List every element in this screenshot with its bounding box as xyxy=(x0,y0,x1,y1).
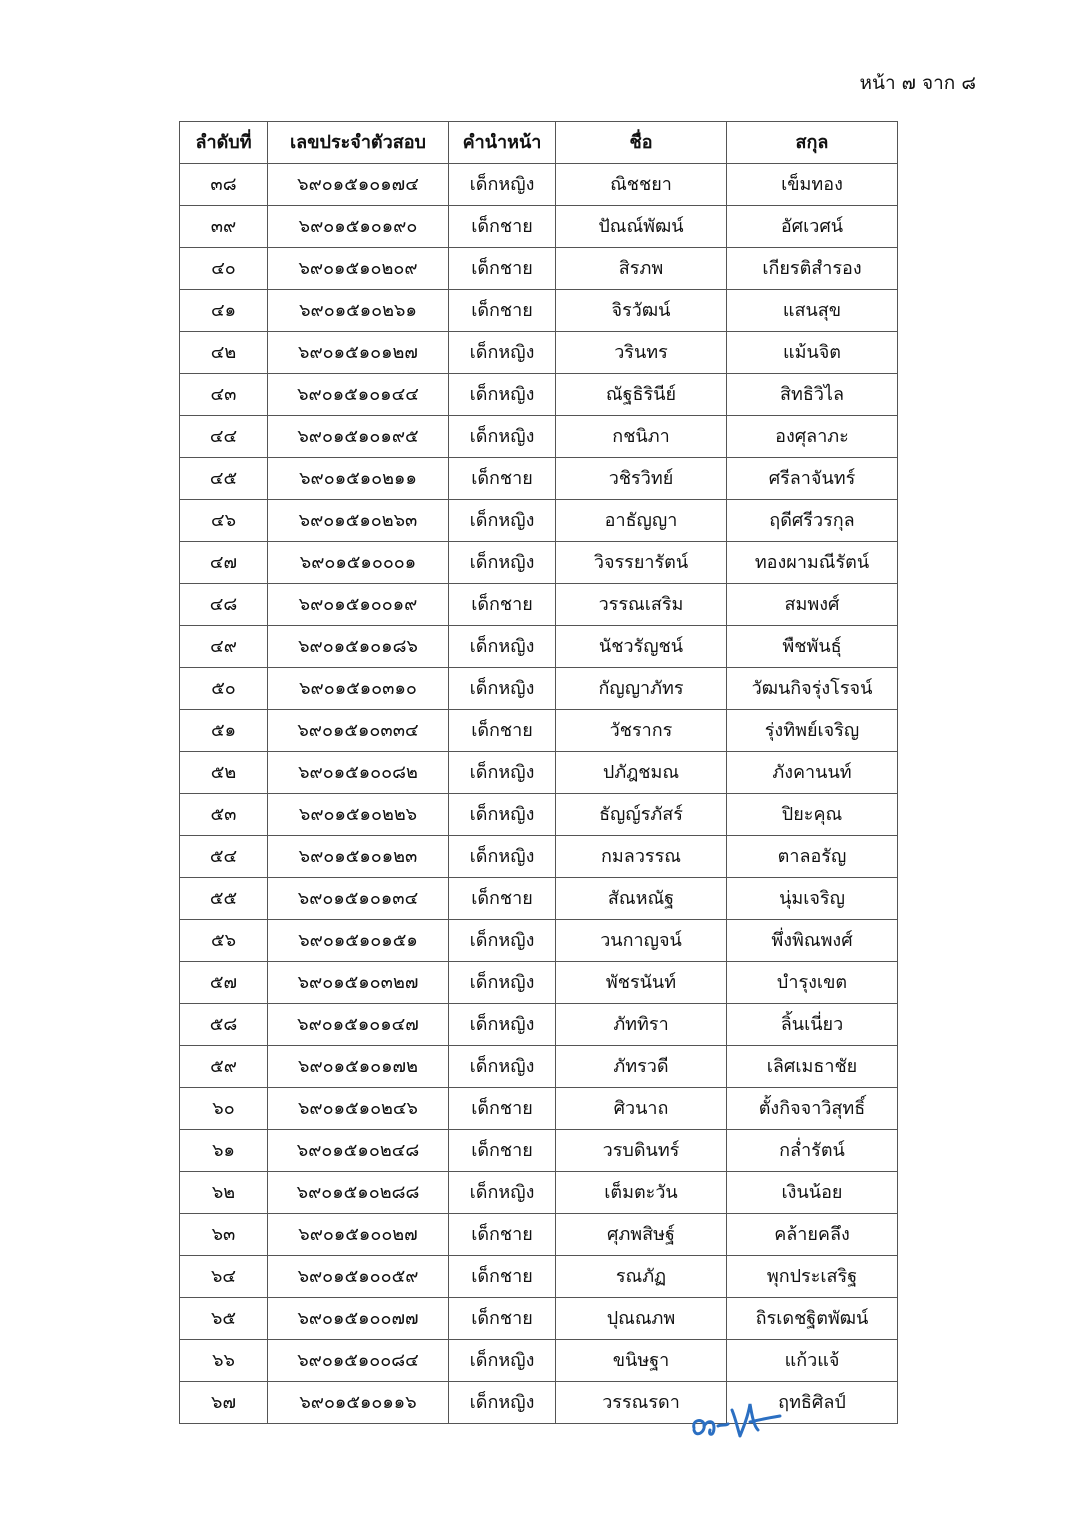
table-row xyxy=(180,1256,898,1298)
table-row xyxy=(180,1382,898,1424)
cell-order: ๔๗ xyxy=(180,542,268,584)
cell-order: ๖๒ xyxy=(180,1172,268,1214)
cell-order: ๔๕ xyxy=(180,458,268,500)
cell-last-name: กล่ำรัตน์ xyxy=(727,1130,898,1172)
cell-first-name: นัชวรัญชน์ xyxy=(556,626,727,668)
cell-prefix: เด็กหญิง xyxy=(449,374,556,416)
cell-exam-id: ๖๙๐๑๕๑๐๑๔๔ xyxy=(268,374,449,416)
cell-order: ๔๓ xyxy=(180,374,268,416)
cell-first-name: เต็มตะวัน xyxy=(556,1172,727,1214)
cell-first-name: ศุภพสิษฐ์ xyxy=(556,1214,727,1256)
cell-prefix: เด็กชาย xyxy=(449,710,556,752)
cell-prefix: เด็กหญิง xyxy=(449,794,556,836)
signature xyxy=(688,1390,788,1450)
table-header-row xyxy=(180,122,898,164)
table-row xyxy=(180,836,898,878)
cell-exam-id: ๖๙๐๑๕๑๐๐๘๔ xyxy=(268,1340,449,1382)
cell-exam-id: ๖๙๐๑๕๑๐๑๑๖ xyxy=(268,1382,449,1424)
cell-first-name: ณัฐธิรินีย์ xyxy=(556,374,727,416)
table-row xyxy=(180,374,898,416)
cell-prefix: เด็กหญิง xyxy=(449,962,556,1004)
cell-order: ๕๖ xyxy=(180,920,268,962)
cell-first-name: วัชรากร xyxy=(556,710,727,752)
cell-prefix: เด็กหญิง xyxy=(449,920,556,962)
cell-first-name: กชนิภา xyxy=(556,416,727,458)
cell-last-name: องศุลาภะ xyxy=(727,416,898,458)
cell-prefix: เด็กชาย xyxy=(449,290,556,332)
cell-first-name: จิรวัฒน์ xyxy=(556,290,727,332)
cell-order: ๓๘ xyxy=(180,164,268,206)
cell-last-name: วัฒนกิจรุ่งโรจน์ xyxy=(727,668,898,710)
cell-prefix: เด็กชาย xyxy=(449,878,556,920)
cell-last-name: แก้วแจ้ xyxy=(727,1340,898,1382)
table-row xyxy=(180,752,898,794)
cell-order: ๕๗ xyxy=(180,962,268,1004)
cell-prefix: เด็กชาย xyxy=(449,584,556,626)
cell-last-name: ทองผามณีรัตน์ xyxy=(727,542,898,584)
cell-prefix: เด็กชาย xyxy=(449,206,556,248)
cell-order: ๔๒ xyxy=(180,332,268,374)
cell-prefix: เด็กหญิง xyxy=(449,836,556,878)
cell-exam-id: ๖๙๐๑๕๑๐๒๖๓ xyxy=(268,500,449,542)
table-row xyxy=(180,542,898,584)
cell-last-name: ภังคานนท์ xyxy=(727,752,898,794)
cell-prefix: เด็กหญิง xyxy=(449,626,556,668)
cell-prefix: เด็กหญิง xyxy=(449,1004,556,1046)
table-row xyxy=(180,668,898,710)
cell-last-name: เข็มทอง xyxy=(727,164,898,206)
header-order: ลำดับที่ xyxy=(180,122,268,164)
cell-last-name: สมพงศ์ xyxy=(727,584,898,626)
table-row xyxy=(180,584,898,626)
cell-first-name: วิจรรยารัตน์ xyxy=(556,542,727,584)
cell-exam-id: ๖๙๐๑๕๑๐๑๒๗ xyxy=(268,332,449,374)
cell-exam-id: ๖๙๐๑๕๑๐๓๒๗ xyxy=(268,962,449,1004)
candidate-table xyxy=(179,121,898,1424)
cell-prefix: เด็กชาย xyxy=(449,248,556,290)
table-row xyxy=(180,1340,898,1382)
cell-prefix: เด็กหญิง xyxy=(449,416,556,458)
cell-prefix: เด็กชาย xyxy=(449,1214,556,1256)
cell-first-name: ภัทรวดี xyxy=(556,1046,727,1088)
cell-exam-id: ๖๙๐๑๕๑๐๑๓๔ xyxy=(268,878,449,920)
cell-exam-id: ๖๙๐๑๕๑๐๐๗๗ xyxy=(268,1298,449,1340)
cell-prefix: เด็กหญิง xyxy=(449,164,556,206)
cell-exam-id: ๖๙๐๑๕๑๐๒๔๖ xyxy=(268,1088,449,1130)
header-last-name: สกุล xyxy=(727,122,898,164)
cell-first-name: วรินทร xyxy=(556,332,727,374)
cell-prefix: เด็กหญิง xyxy=(449,668,556,710)
cell-exam-id: ๖๙๐๑๕๑๐๒๘๘ xyxy=(268,1172,449,1214)
cell-last-name: เกียรติสำรอง xyxy=(727,248,898,290)
cell-last-name: ตั้งกิจจาวิสุทธิ์ xyxy=(727,1088,898,1130)
cell-exam-id: ๖๙๐๑๕๑๐๐๐๑ xyxy=(268,542,449,584)
cell-last-name: บำรุงเขต xyxy=(727,962,898,1004)
table-row xyxy=(180,1004,898,1046)
cell-exam-id: ๖๙๐๑๕๑๐๐๕๙ xyxy=(268,1256,449,1298)
cell-last-name: แสนสุข xyxy=(727,290,898,332)
table-row xyxy=(180,1088,898,1130)
table-row xyxy=(180,878,898,920)
cell-prefix: เด็กหญิง xyxy=(449,1046,556,1088)
cell-last-name: ลิ้นเนี่ยว xyxy=(727,1004,898,1046)
table-row xyxy=(180,500,898,542)
cell-last-name: อัศเวศน์ xyxy=(727,206,898,248)
cell-order: ๔๑ xyxy=(180,290,268,332)
table-row xyxy=(180,458,898,500)
cell-last-name: ถิรเดชฐิตพัฒน์ xyxy=(727,1298,898,1340)
cell-last-name: แม้นจิต xyxy=(727,332,898,374)
table-row xyxy=(180,920,898,962)
cell-last-name: ฤดีศรีวรกุล xyxy=(727,500,898,542)
table-row xyxy=(180,206,898,248)
header-prefix: คำนำหน้า xyxy=(449,122,556,164)
cell-order: ๔๖ xyxy=(180,500,268,542)
cell-last-name: เลิศเมธาชัย xyxy=(727,1046,898,1088)
cell-order: ๖๖ xyxy=(180,1340,268,1382)
cell-first-name: วรบดินทร์ xyxy=(556,1130,727,1172)
cell-first-name: ศิวนาถ xyxy=(556,1088,727,1130)
cell-first-name: ปภัฎชมณ xyxy=(556,752,727,794)
table-row xyxy=(180,1214,898,1256)
cell-exam-id: ๖๙๐๑๕๑๐๑๒๓ xyxy=(268,836,449,878)
cell-order: ๖๑ xyxy=(180,1130,268,1172)
cell-prefix: เด็กชาย xyxy=(449,1130,556,1172)
cell-exam-id: ๖๙๐๑๕๑๐๓๑๐ xyxy=(268,668,449,710)
cell-exam-id: ๖๙๐๑๕๑๐๒๑๑ xyxy=(268,458,449,500)
cell-exam-id: ๖๙๐๑๕๑๐๓๓๔ xyxy=(268,710,449,752)
cell-prefix: เด็กหญิง xyxy=(449,752,556,794)
cell-order: ๔๘ xyxy=(180,584,268,626)
cell-first-name: ณิชชยา xyxy=(556,164,727,206)
cell-first-name: กัญญาภัทร xyxy=(556,668,727,710)
cell-last-name: พุกประเสริฐ xyxy=(727,1256,898,1298)
cell-first-name: พัชรนันท์ xyxy=(556,962,727,1004)
cell-last-name: นุ่มเจริญ xyxy=(727,878,898,920)
cell-order: ๖๕ xyxy=(180,1298,268,1340)
cell-prefix: เด็กชาย xyxy=(449,1298,556,1340)
cell-exam-id: ๖๙๐๑๕๑๐๑๙๐ xyxy=(268,206,449,248)
cell-order: ๕๒ xyxy=(180,752,268,794)
cell-prefix: เด็กชาย xyxy=(449,1088,556,1130)
cell-exam-id: ๖๙๐๑๕๑๐๒๒๖ xyxy=(268,794,449,836)
cell-last-name: คล้ายคลึง xyxy=(727,1214,898,1256)
cell-prefix: เด็กชาย xyxy=(449,1256,556,1298)
cell-order: ๖๔ xyxy=(180,1256,268,1298)
cell-first-name: กมลวรรณ xyxy=(556,836,727,878)
cell-order: ๕๘ xyxy=(180,1004,268,1046)
table-row xyxy=(180,164,898,206)
cell-prefix: เด็กหญิง xyxy=(449,1382,556,1424)
cell-exam-id: ๖๙๐๑๕๑๐๐๑๙ xyxy=(268,584,449,626)
cell-order: ๖๐ xyxy=(180,1088,268,1130)
cell-first-name: ปัณณ์พัฒน์ xyxy=(556,206,727,248)
cell-first-name: สิรภพ xyxy=(556,248,727,290)
cell-order: ๔๙ xyxy=(180,626,268,668)
cell-exam-id: ๖๙๐๑๕๑๐๑๙๕ xyxy=(268,416,449,458)
cell-exam-id: ๖๙๐๑๕๑๐๐๒๗ xyxy=(268,1214,449,1256)
cell-first-name: ภัททิรา xyxy=(556,1004,727,1046)
table-row xyxy=(180,1172,898,1214)
cell-exam-id: ๖๙๐๑๕๑๐๑๕๑ xyxy=(268,920,449,962)
cell-order: ๕๐ xyxy=(180,668,268,710)
header-first-name: ชื่อ xyxy=(556,122,727,164)
table-row xyxy=(180,962,898,1004)
cell-prefix: เด็กชาย xyxy=(449,458,556,500)
cell-order: ๕๙ xyxy=(180,1046,268,1088)
cell-last-name: พึ่งพิณพงศ์ xyxy=(727,920,898,962)
cell-prefix: เด็กหญิง xyxy=(449,500,556,542)
cell-last-name: สิทธิวิไล xyxy=(727,374,898,416)
cell-exam-id: ๖๙๐๑๕๑๐๒๐๙ xyxy=(268,248,449,290)
header-exam-id: เลขประจำตัวสอบ xyxy=(268,122,449,164)
cell-first-name: รณภัฏ xyxy=(556,1256,727,1298)
cell-exam-id: ๖๙๐๑๕๑๐๒๔๘ xyxy=(268,1130,449,1172)
cell-order: ๓๙ xyxy=(180,206,268,248)
cell-order: ๕๑ xyxy=(180,710,268,752)
cell-order: ๔๔ xyxy=(180,416,268,458)
cell-order: ๕๕ xyxy=(180,878,268,920)
cell-prefix: เด็กหญิง xyxy=(449,542,556,584)
cell-first-name: ปุณณภพ xyxy=(556,1298,727,1340)
cell-prefix: เด็กหญิง xyxy=(449,1340,556,1382)
cell-first-name: สัณหณัฐ xyxy=(556,878,727,920)
cell-exam-id: ๖๙๐๑๕๑๐๑๗๒ xyxy=(268,1046,449,1088)
cell-exam-id: ๖๙๐๑๕๑๐๑๔๗ xyxy=(268,1004,449,1046)
cell-last-name: ตาลอรัญ xyxy=(727,836,898,878)
cell-last-name: รุ่งทิพย์เจริญ xyxy=(727,710,898,752)
table-row xyxy=(180,1298,898,1340)
cell-first-name: ธัญญ์รภัสร์ xyxy=(556,794,727,836)
table-row xyxy=(180,1046,898,1088)
cell-last-name: ฤทธิศิลป์ xyxy=(727,1382,898,1424)
cell-prefix: เด็กหญิง xyxy=(449,1172,556,1214)
cell-first-name: อาธัญญา xyxy=(556,500,727,542)
cell-order: ๔๐ xyxy=(180,248,268,290)
cell-first-name: วนกาญจน์ xyxy=(556,920,727,962)
cell-order: ๕๓ xyxy=(180,794,268,836)
cell-exam-id: ๖๙๐๑๕๑๐๐๘๒ xyxy=(268,752,449,794)
table-row xyxy=(180,416,898,458)
table-row xyxy=(180,794,898,836)
cell-first-name: ขนิษฐา xyxy=(556,1340,727,1382)
cell-last-name: ศรีลาจันทร์ xyxy=(727,458,898,500)
table-row xyxy=(180,1130,898,1172)
cell-first-name: วรรณเสริม xyxy=(556,584,727,626)
table-row xyxy=(180,248,898,290)
cell-order: ๕๔ xyxy=(180,836,268,878)
table-row xyxy=(180,710,898,752)
cell-first-name: วรรณรดา xyxy=(556,1382,727,1424)
page-number: หน้า ๗ จาก ๘ xyxy=(859,72,976,94)
cell-order: ๖๓ xyxy=(180,1214,268,1256)
cell-first-name: วชิรวิทย์ xyxy=(556,458,727,500)
cell-last-name: พืชพันธุ์ xyxy=(727,626,898,668)
cell-order: ๖๗ xyxy=(180,1382,268,1424)
table-body xyxy=(180,164,898,1424)
table-row xyxy=(180,290,898,332)
cell-prefix: เด็กหญิง xyxy=(449,332,556,374)
cell-exam-id: ๖๙๐๑๕๑๐๒๖๑ xyxy=(268,290,449,332)
table-row xyxy=(180,332,898,374)
cell-exam-id: ๖๙๐๑๕๑๐๑๗๔ xyxy=(268,164,449,206)
table-row xyxy=(180,626,898,668)
cell-last-name: เงินน้อย xyxy=(727,1172,898,1214)
cell-exam-id: ๖๙๐๑๕๑๐๑๘๖ xyxy=(268,626,449,668)
cell-last-name: ปิยะคุณ xyxy=(727,794,898,836)
